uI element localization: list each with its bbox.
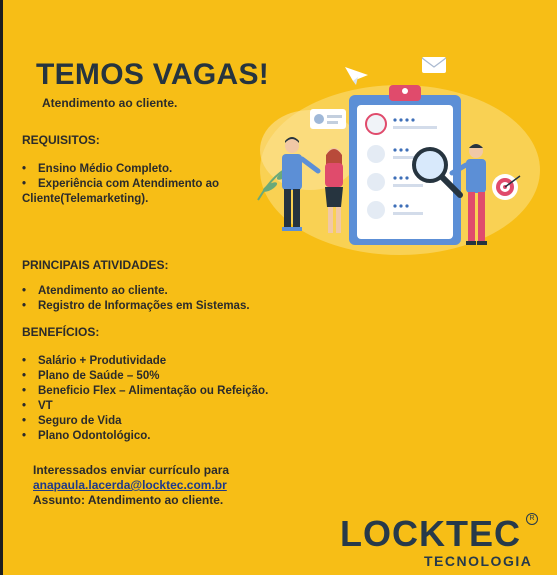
list-item: • Beneficio Flex – Alimentação ou Refeição.: [22, 385, 269, 397]
activities-heading: PRINCIPAIS ATIVIDADES:: [22, 258, 169, 272]
benefits-heading: BENEFÍCIOS:: [22, 325, 100, 339]
job-subtitle: Atendimento ao cliente.: [42, 96, 178, 110]
list-item: • Salário + Produtividade: [22, 355, 167, 367]
benefits-list: [22, 354, 268, 444]
list-item: • VT: [22, 400, 53, 412]
bullet-icon: •: [22, 385, 27, 397]
bullet-icon: •: [22, 163, 27, 175]
paper-plane-icon: [345, 67, 368, 85]
bullet-icon: •: [22, 415, 27, 427]
recruitment-illustration: [250, 55, 550, 255]
profile-card-icon: [310, 109, 346, 129]
page-title: TEMOS VAGAS!: [36, 58, 270, 91]
activities-list: [22, 284, 250, 314]
contact-subject: Assunto: Atendimento ao cliente.: [33, 493, 224, 507]
list-item: • Atendimento ao cliente.: [22, 285, 168, 297]
email-link[interactable]: anapaula.lacerda@locktec.com.br: [33, 478, 227, 492]
contact-block: [33, 463, 229, 508]
contact-instruction: Interessados enviar currículo para: [33, 463, 230, 477]
list-item: • Registro de Informações em Sistemas.: [22, 300, 250, 312]
requirements-heading: REQUISITOS:: [22, 133, 100, 147]
left-edge-divider: [0, 0, 3, 575]
logo-tagline: TECNOLOGIA: [424, 553, 533, 569]
list-item: • Ensino Médio Completo.: [22, 163, 173, 175]
bullet-icon: •: [22, 400, 27, 412]
company-logo: [340, 513, 540, 573]
logo-wordmark: LOCKTEC: [340, 513, 521, 554]
bullet-icon: •: [22, 285, 27, 297]
requirements-list: [22, 162, 219, 207]
list-item: • Plano de Saúde – 50%: [22, 370, 160, 382]
envelope-icon: [422, 57, 446, 73]
bullet-icon: •: [22, 355, 27, 367]
list-item: Cliente(Telemarketing).: [22, 193, 149, 205]
bullet-icon: •: [22, 178, 27, 190]
bullet-icon: •: [22, 300, 27, 312]
bullet-icon: •: [22, 370, 27, 382]
bullet-icon: •: [22, 430, 27, 442]
list-item: • Experiência com Atendimento ao: [22, 178, 220, 190]
list-item: • Plano Odontológico.: [22, 430, 151, 442]
registered-mark: R: [526, 513, 538, 525]
list-item: • Seguro de Vida: [22, 415, 122, 427]
